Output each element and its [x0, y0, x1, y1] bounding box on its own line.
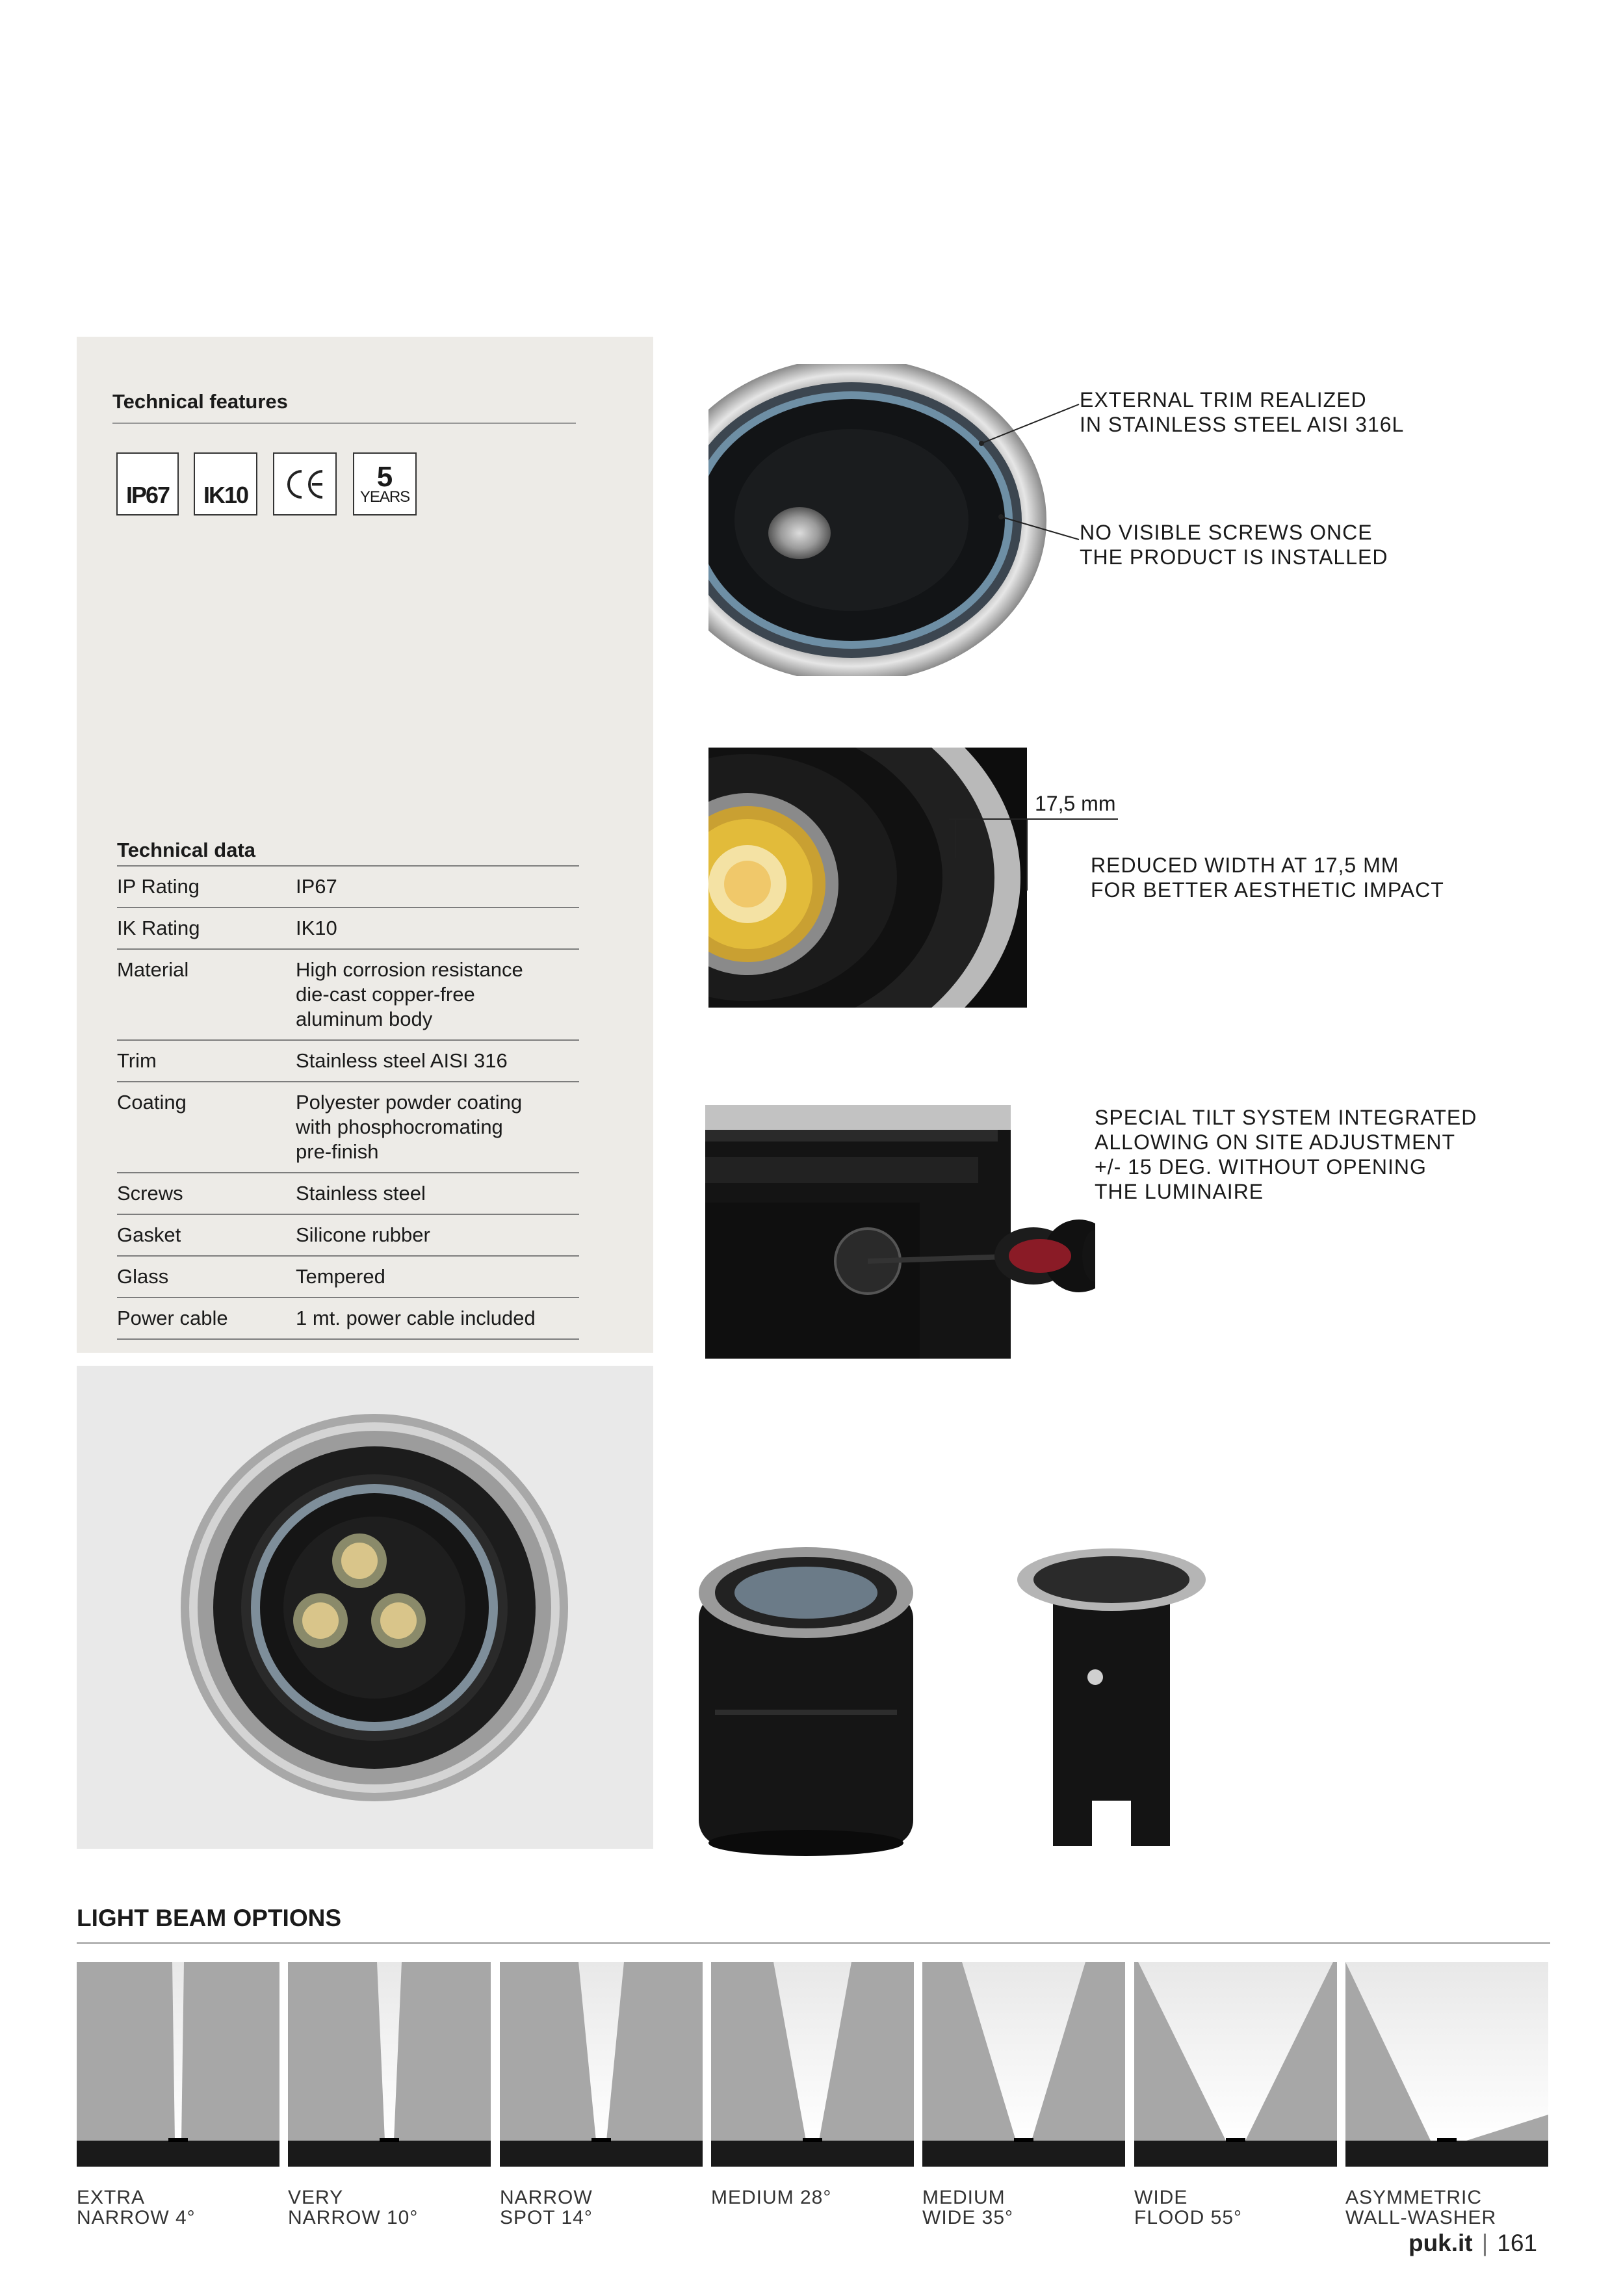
table-row [117, 1297, 579, 1340]
spec-key: Coating [117, 1091, 187, 1114]
beam-diagram-2 [288, 1962, 491, 2167]
ground-bar [1134, 2141, 1337, 2167]
ce-mark-icon [282, 467, 328, 501]
beam-option-label [1345, 2187, 1496, 2228]
luminaire-mark [168, 2138, 188, 2142]
luminaire-mark [1014, 2138, 1033, 2142]
callout-line: REDUCED WIDTH AT 17,5 MM [1091, 854, 1399, 877]
beam-option-label [288, 2187, 418, 2228]
luminaire-mark [591, 2138, 611, 2142]
beam-label-line: FLOOD 55° [1134, 2207, 1243, 2228]
ce-mark-badge [273, 452, 337, 515]
luminaire-mark [380, 2138, 399, 2142]
beam-label-line: EXTRA [77, 2187, 146, 2208]
beam-diagram-7 [1345, 1962, 1548, 2167]
light-beam-options-title: LIGHT BEAM OPTIONS [77, 1905, 341, 1931]
callout-line: IN STAINLESS STEEL AISI 316L [1080, 413, 1405, 436]
ground-bar [922, 2141, 1125, 2167]
light-beam-shape [1345, 1962, 1548, 2141]
ground-bar [711, 2141, 914, 2167]
spec-key: IP Rating [117, 875, 200, 898]
callout-line: SPECIAL TILT SYSTEM INTEGRATED [1095, 1106, 1477, 1129]
beam-label-line: WIDE [1134, 2187, 1188, 2208]
ground-bar [1345, 2141, 1548, 2167]
beam-diagram-4 [711, 1962, 914, 2167]
beam-label-line: NARROW 10° [288, 2207, 419, 2228]
spec-value: Stainless steel AISI 316 [296, 1049, 508, 1072]
beam-option-label [711, 2187, 831, 2208]
trim-callout [1080, 387, 1444, 437]
table-row [117, 1214, 579, 1255]
table-row [117, 1255, 579, 1297]
beam-diagram-3 [500, 1962, 703, 2167]
divider [77, 1942, 1550, 1944]
spec-value: IK10 [296, 917, 337, 939]
light-beam-shape [172, 1962, 184, 2141]
spec-value: IP67 [296, 875, 337, 898]
callout-leader-lines [975, 390, 1085, 559]
beam-label-line: NARROW [500, 2187, 593, 2208]
callout-line: NO VISIBLE SCREWS ONCE [1080, 521, 1373, 544]
spec-key: Glass [117, 1265, 169, 1288]
ground-bar [288, 2141, 491, 2167]
warranty-years-number: 5 [376, 460, 393, 493]
table-row [117, 1081, 579, 1172]
tilt-callout [1095, 1105, 1498, 1204]
spec-value: 1 mt. power cable included [296, 1307, 536, 1329]
table-row [117, 1039, 579, 1081]
front-view-photo [77, 1366, 653, 1849]
spec-key: Trim [117, 1049, 157, 1072]
technical-features-title: Technical features [112, 390, 288, 413]
ip67-badge: IP67 [116, 452, 179, 515]
light-beam-shape [773, 1962, 851, 2141]
page-number: 161 [1497, 2230, 1537, 2256]
spec-value: Polyester powder coating with phosphocromating pre-finish [296, 1091, 523, 1163]
spec-value: High corrosion resistance die-cast copper-free aluminum body [296, 958, 523, 1030]
table-row [117, 907, 579, 948]
beam-label-line: WALL-WASHER [1345, 2207, 1497, 2228]
beam-label-line: ASYMMETRIC [1345, 2187, 1483, 2208]
technical-data-title: Technical data [117, 839, 256, 861]
light-beam-shape [578, 1962, 624, 2141]
beam-diagram-1 [77, 1962, 279, 2167]
callout-line: THE LUMINAIRE [1095, 1180, 1264, 1203]
callout-line: ALLOWING ON SITE ADJUSTMENT [1095, 1130, 1456, 1154]
light-beam-shape [1138, 1962, 1333, 2141]
light-beam-shape [962, 1962, 1085, 2141]
tilt-adjustment-photo [705, 1105, 1095, 1359]
table-row [117, 948, 579, 1039]
callout-line: EXTERNAL TRIM REALIZED [1080, 388, 1367, 411]
site-name: puk.it [1408, 2230, 1473, 2256]
beam-label-line: WIDE 35° [922, 2207, 1014, 2228]
callout-line: THE PRODUCT IS INSTALLED [1080, 545, 1388, 569]
spec-key: Material [117, 958, 189, 981]
beam-option-label [500, 2187, 593, 2228]
callout-line: +/- 15 DEG. WITHOUT OPENING [1095, 1155, 1427, 1179]
spec-key: Screws [117, 1182, 183, 1205]
beam-label-line: NARROW 4° [77, 2207, 196, 2228]
page-footer [1409, 2230, 1537, 2257]
ground-bar [500, 2141, 703, 2167]
warranty-badge [353, 452, 417, 515]
spec-key: Gasket [117, 1223, 181, 1246]
callout-line: FOR BETTER AESTHETIC IMPACT [1091, 878, 1444, 902]
beam-option-label [922, 2187, 1013, 2228]
luminaire-mark [1226, 2138, 1245, 2142]
beam-label-line: MEDIUM 28° [711, 2187, 832, 2208]
table-row [117, 865, 579, 907]
luminaire-mark [1437, 2138, 1457, 2142]
divider [112, 423, 576, 424]
beam-option-label [1134, 2187, 1242, 2228]
technical-data-table [117, 865, 579, 1340]
width-callout [1091, 853, 1481, 902]
ik10-badge: IK10 [194, 452, 257, 515]
beam-label-line: SPOT 14° [500, 2207, 593, 2228]
beam-diagram-6 [1134, 1962, 1337, 2167]
footer-separator: | [1481, 2230, 1488, 2256]
screws-callout [1080, 520, 1444, 569]
spec-value: Tempered [296, 1265, 385, 1288]
beam-label-line: VERY [288, 2187, 344, 2208]
spec-value: Stainless steel [296, 1182, 426, 1205]
table-row [117, 1172, 579, 1214]
beam-diagram-5 [922, 1962, 1125, 2167]
warranty-years-unit: YEARS [359, 488, 410, 506]
beam-option-label [77, 2187, 196, 2228]
spec-value: Silicone rubber [296, 1223, 430, 1246]
luminaire-mark [803, 2138, 822, 2142]
light-beam-shape [377, 1962, 402, 2141]
ground-bar [77, 2141, 279, 2167]
dimension-label: 17,5 mm [1035, 792, 1116, 815]
beam-label-line: MEDIUM [922, 2187, 1006, 2208]
spec-key: Power cable [117, 1307, 228, 1329]
luminaire-bodies-photo [689, 1515, 1241, 1859]
spec-key: IK Rating [117, 917, 200, 939]
